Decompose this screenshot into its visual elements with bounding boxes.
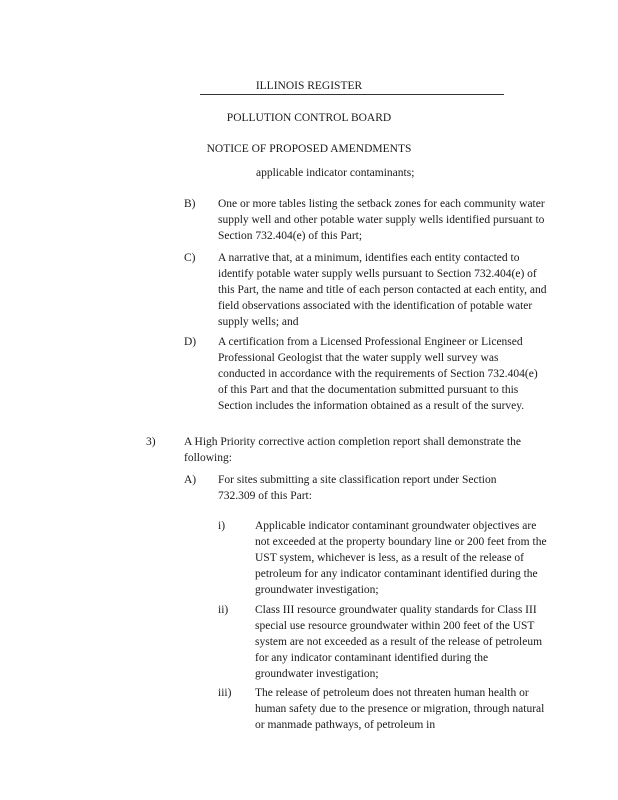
board-title: POLLUTION CONTROL BOARD: [226, 112, 392, 124]
list-item-label: B): [184, 198, 196, 210]
register-title: ILLINOIS REGISTER: [255, 80, 363, 92]
list-item-text: The release of petroleum does not threaten human health or human safety due to the presence or migration, through natural or manmade pathways, of petroleum in: [255, 687, 545, 731]
list-item-text: A certification from a Licensed Professional Engineer or Licensed Professional Geologist that the water supply well survey was conducted in accordance with the requirements of Section 732.404(e) of this Part and that the documentation submitted pursuant to this Section includes the information obtained as a result of the survey.: [218, 336, 538, 412]
notice-title: NOTICE OF PROPOSED AMENDMENTS: [206, 143, 412, 155]
list-item-label: ii): [218, 604, 229, 616]
list-item-label: D): [184, 336, 197, 348]
header-rule: [200, 94, 504, 95]
list-item-text: One or more tables listing the setback zones for each community water supply well and other potable water supply wells identified pursuant to Section 732.404(e) of this Part;: [218, 198, 545, 242]
list-item-text: Class III resource groundwater quality standards for Class III special use resource groundwater within 200 feet of the UST system are not exceeded as a result of the release of petroleum for any indicator contaminant identified during the groundwater investigation;: [255, 604, 543, 680]
list-item-label: i): [218, 520, 226, 532]
list-item-text: For sites submitting a site classification report under Section 732.309 of this Part:: [218, 474, 497, 502]
list-item-label: C): [184, 252, 196, 264]
list-item-text: A narrative that, at a minimum, identifies each entity contacted to identify potable water supply wells pursuant to Section 732.404(e) of this Part, the name and title of each person contacted at each entity, and field observations associated with the identification of potable water supply wells; and: [218, 252, 547, 328]
list-item-label: 3): [146, 436, 156, 448]
list-item-text: A High Priority corrective action completion report shall demonstrate the following:: [184, 436, 521, 464]
list-item-text: Applicable indicator contaminant groundwater objectives are not exceeded at the property boundary line or 200 feet from the UST system, whichever is less, as a result of the release of petroleum for any indicator contaminant identified during the groundwater investigation;: [255, 520, 547, 596]
continuation-text: applicable indicator contaminants;: [256, 167, 415, 179]
list-item-label: A): [184, 474, 197, 486]
list-item-label: iii): [218, 687, 232, 699]
